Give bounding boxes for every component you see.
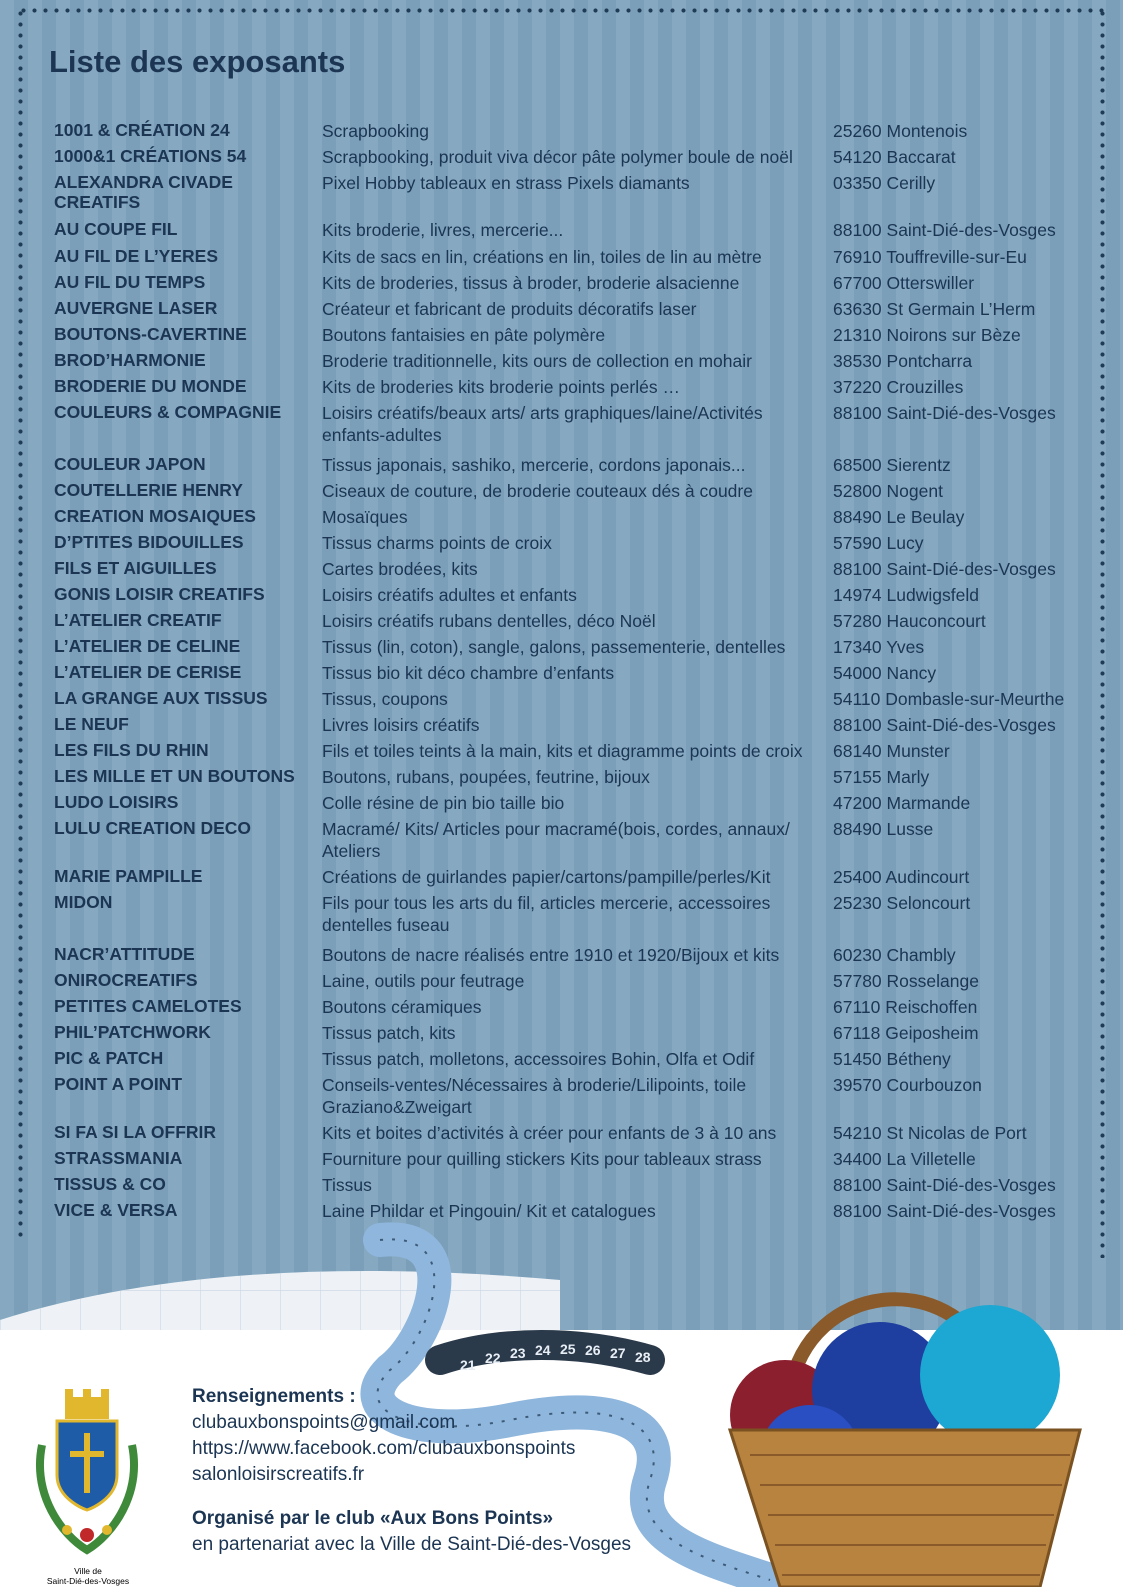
exhibitor-city: 63630 St Germain L’Herm [833,299,1036,319]
info-heading: Renseignements : [192,1386,356,1407]
exhibitor-desc: Loisirs créatifs rubans dentelles, déco Noël [322,611,656,631]
exhibitor-city: 88100 Saint-Dié-des-Vosges [833,220,1056,240]
exhibitor-name: LUDO LOISIRS [54,792,179,812]
tape-number: 25 [560,1341,576,1357]
exhibitor-city: 25230 Seloncourt [833,893,971,913]
exhibitor-city: 88100 Saint-Dié-des-Vosges [833,403,1056,423]
exhibitor-desc: Créations de guirlandes papier/cartons/pampille/perles/Kit [322,867,771,887]
exhibitor-city: 57780 Rosselange [833,971,979,991]
exhibitor-name: PHIL’PATCHWORK [54,1022,211,1042]
exhibitor-desc: Boutons fantaisies en pâte polymère [322,325,606,345]
exhibitor-city: 47200 Marmande [833,793,971,813]
exhibitor-name: AU FIL DU TEMPS [54,272,206,292]
exhibitor-desc: Mosaïques [322,507,408,527]
exhibitor-city: 57155 Marly [833,767,930,787]
tape-number: 23 [510,1345,526,1361]
exhibitor-city: 03350 Cerilly [833,173,936,193]
exhibitor-city: 88100 Saint-Dié-des-Vosges [833,1175,1056,1195]
contact-info [192,1384,631,1558]
exhibitor-desc: Pixel Hobby tableaux en strass Pixels diamants [322,173,690,193]
exhibitor-desc: Tissus bio kit déco chambre d’enfants [322,663,615,683]
exhibitor-city: 54000 Nancy [833,663,937,683]
exhibitor-name: BRODERIE DU MONDE [54,376,247,396]
exhibitor-city: 57590 Lucy [833,533,924,553]
exhibitor-desc: Macramé/ Kits/ Articles pour macramé(bois, cordes, annaux/ Ateliers [322,819,790,861]
facebook-link[interactable]: https://www.facebook.com/clubauxbonspoints [192,1438,576,1459]
exhibitor-name: LE NEUF [54,714,129,734]
exhibitor-city: 38530 Pontcharra [833,351,973,371]
exhibitor-city: 76910 Touffreville-sur-Eu [833,247,1027,267]
exhibitor-name: ALEXANDRA CIVADE CREATIFS [54,172,233,212]
exhibitor-name: VICE & VERSA [54,1200,178,1220]
exhibitor-desc: Boutons, rubans, poupées, feutrine, bijoux [322,767,650,787]
dotted-border-top [18,8,1105,13]
exhibitor-name: COUTELLERIE HENRY [54,480,243,500]
exhibitor-desc: Fils pour tous les arts du fil, articles mercerie, accessoires dentelles fuseau [322,893,771,935]
exhibitor-city: 34400 La Villetelle [833,1149,976,1169]
exhibitor-name: LA GRANGE AUX TISSUS [54,688,268,708]
exhibitor-desc: Boutons céramiques [322,997,482,1017]
tape-number: 27 [610,1345,626,1361]
exhibitor-desc: Créateur et fabricant de produits décoratifs laser [322,299,697,319]
dotted-border-left [18,8,23,1238]
exhibitor-desc: Tissus, coupons [322,689,448,709]
exhibitor-name: AU COUPE FIL [54,219,178,239]
exhibitor-name: LES FILS DU RHIN [54,740,209,760]
tape-number: 24 [535,1342,551,1358]
exhibitor-desc: Colle résine de pin bio taille bio [322,793,565,813]
exhibitor-name: PIC & PATCH [54,1048,164,1068]
exhibitor-name: SI FA SI LA OFFRIR [54,1122,217,1142]
exhibitor-city: 51450 Bétheny [833,1049,951,1069]
exhibitor-desc: Fils et toiles teints à la main, kits et diagramme points de croix [322,741,803,761]
website-link[interactable]: salonloisirscreatifs.fr [192,1464,365,1485]
exhibitor-name: PETITES CAMELOTES [54,996,242,1016]
exhibitor-city: 57280 Hauconcourt [833,611,986,631]
crest-caption [28,1566,148,1586]
exhibitor-desc: Boutons de nacre réalisés entre 1910 et 1920/Bijoux et kits [322,945,780,965]
tape-number: 21 [460,1357,476,1373]
crest-caption-line-1: Ville de [74,1566,102,1576]
exhibitor-desc: Scrapbooking, produit viva décor pâte polymer boule de noël [322,147,793,167]
exhibitor-city: 21310 Noirons sur Bèze [833,325,1021,345]
tape-number: 26 [585,1342,601,1358]
exhibitor-city: 39570 Courbouzon [833,1075,982,1095]
exhibitor-name: FILS ET AIGUILLES [54,558,217,578]
exhibitor-desc: Kits et boites d’activités à créer pour enfants de 3 à 10 ans [322,1123,777,1143]
exhibitor-name: 1000&1 CRÉATIONS 54 [54,146,247,166]
exhibitor-name: CREATION MOSAIQUES [54,506,256,526]
exhibitor-desc: Kits de broderies, tissus à broder, broderie alsacienne [322,273,740,293]
exhibitor-name: MIDON [54,892,113,912]
exhibitor-city: 88100 Saint-Dié-des-Vosges [833,715,1056,735]
exhibitor-city: 88100 Saint-Dié-des-Vosges [833,1201,1056,1221]
exhibitor-desc: Tissus charms points de croix [322,533,552,553]
exhibitor-name: AU FIL DE L’YERES [54,246,219,266]
exhibitor-name: ONIROCREATIFS [54,970,198,990]
exhibitor-name: L’ATELIER DE CELINE [54,636,241,656]
exhibitor-name: GONIS LOISIR CREATIFS [54,584,265,604]
exhibitor-desc: Broderie traditionnelle, kits ours de collection en mohair [322,351,752,371]
exhibitor-name: LULU CREATION DECO [54,818,252,838]
exhibitor-desc: Tissus (lin, coton), sangle, galons, passementerie, dentelles [322,637,786,657]
partner-text: en partenariat avec la Ville de Saint-Dié-des-Vosges [192,1534,632,1555]
exhibitor-name: BOUTONS-CAVERTINE [54,324,247,344]
exhibitor-desc: Tissus patch, kits [322,1023,456,1043]
exhibitor-name: L’ATELIER CREATIF [54,610,222,630]
exhibitor-city: 17340 Yves [833,637,925,657]
crest-caption-line-2: Saint-Dié-des-Vosges [46,1576,130,1586]
exhibitor-city: 52800 Nogent [833,481,943,501]
cyan-yarn-ball [920,1305,1060,1445]
exhibitor-name: COULEUR JAPON [54,454,206,474]
email-link[interactable]: clubauxbonspoints@gmail.com [192,1412,456,1433]
exhibitor-desc: Scrapbooking [322,121,430,141]
exhibitor-city: 67118 Geiposheim [833,1023,979,1043]
exhibitor-city: 25400 Audincourt [833,867,970,887]
exhibitor-name: COULEURS & COMPAGNIE [54,402,282,422]
exhibitor-name: POINT A POINT [54,1074,183,1094]
exhibitor-city: 37220 Crouzilles [833,377,964,397]
exhibitor-city: 54120 Baccarat [833,147,956,167]
exhibitor-city: 68500 Sierentz [833,455,951,475]
city-crest-logo [32,1385,142,1565]
exhibitor-desc: Tissus [322,1175,372,1195]
exhibitor-desc: Livres loisirs créatifs [322,715,480,735]
exhibitor-desc: Kits de broderies kits broderie points perlés … [322,377,680,397]
exhibitor-desc: Cartes brodées, kits [322,559,478,579]
exhibitor-city: 54210 St Nicolas de Port [833,1123,1027,1143]
exhibitor-name: L’ATELIER DE CERISE [54,662,242,682]
exhibitor-name: D’PTITES BIDOUILLES [54,532,244,552]
exhibitor-city: 14974 Ludwigsfeld [833,585,979,605]
exhibitor-name: TISSUS & CO [54,1174,166,1194]
exhibitor-name: AUVERGNE LASER [54,298,218,318]
exhibitor-desc: Ciseaux de couture, de broderie couteaux dés à coudre [322,481,753,501]
organizer-text: Organisé par le club «Aux Bons Points» [192,1508,554,1529]
exhibitor-name: MARIE PAMPILLE [54,866,203,886]
page-title: Liste des exposants [49,44,346,79]
exhibitor-city: 54110 Dombasle-sur-Meurthe [833,689,1065,709]
exhibitor-city: 67110 Reischoffen [833,997,978,1017]
exhibitor-desc: Tissus japonais, sashiko, mercerie, cordons japonais... [322,455,746,475]
exhibitor-city: 67700 Otterswiller [833,273,975,293]
yarn-basket-illustration [690,1240,1120,1587]
dotted-border-right [1100,8,1105,1258]
exhibitor-desc: Conseils-ventes/Nécessaires à broderie/Lilipoints, toile Graziano&Zweigart [322,1075,747,1117]
exhibitor-desc: Tissus patch, molletons, accessoires Bohin, Olfa et Odif [322,1049,755,1069]
exhibitor-city: 60230 Chambly [833,945,956,965]
exhibitor-desc: Laine Phildar et Pingouin/ Kit et catalogues [322,1201,656,1221]
exhibitor-desc: Kits de sacs en lin, créations en lin, toiles de lin au mètre [322,247,762,267]
exhibitor-name: BROD’HARMONIE [54,350,206,370]
exhibitor-name: STRASSMANIA [54,1148,183,1168]
exhibitor-name: 1001 & CRÉATION 24 [54,120,230,140]
tape-number: 28 [635,1349,651,1365]
tape-number: 22 [485,1350,501,1366]
exhibitor-desc: Kits broderie, livres, mercerie... [322,220,564,240]
exhibitor-city: 25260 Montenois [833,121,968,141]
exhibitor-desc: Loisirs créatifs/beaux arts/ arts graphiques/laine/Activités enfants-adultes [322,403,763,445]
exhibitor-city: 68140 Munster [833,741,950,761]
exhibitor-name: LES MILLE ET UN BOUTONS [54,766,295,786]
exhibitor-desc: Fourniture pour quilling stickers Kits pour tableaux strass [322,1149,762,1169]
exhibitor-city: 88490 Le Beulay [833,507,965,527]
exhibitor-city: 88100 Saint-Dié-des-Vosges [833,559,1056,579]
exhibitor-name: NACR’ATTITUDE [54,944,195,964]
exhibitor-desc: Loisirs créatifs adultes et enfants [322,585,577,605]
exhibitor-desc: Laine, outils pour feutrage [322,971,525,991]
exhibitor-city: 88490 Lusse [833,819,934,839]
